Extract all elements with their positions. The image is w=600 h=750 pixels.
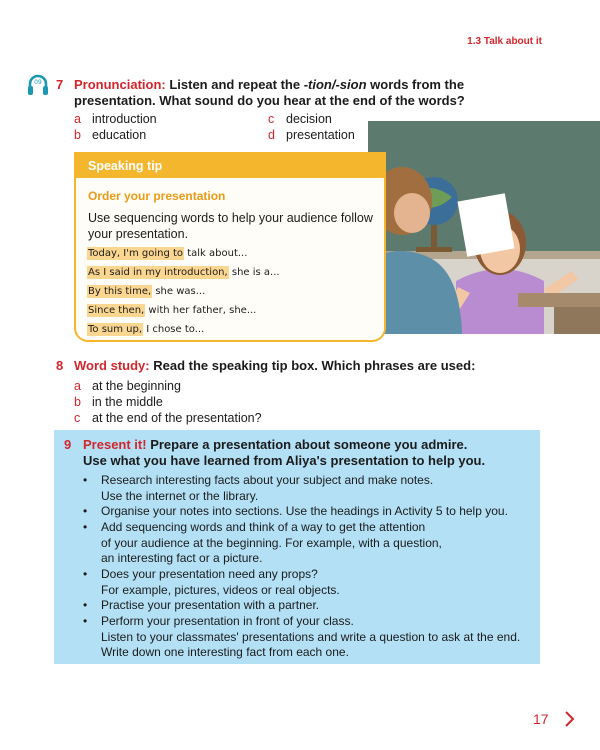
q9-number: 9 [64, 437, 72, 452]
q7-text-part2: words from the [366, 77, 465, 92]
bullet-dot: • [83, 598, 88, 612]
speaking-tip-title: Speaking tip [76, 154, 384, 178]
page-number: 17 [533, 711, 549, 727]
q7-option-a: a introduction [74, 112, 157, 126]
q7-text [74, 77, 514, 109]
bullet-item: Add sequencing words and think of a way to get the attention of your audience at the beginning. For example, with a question, an interesting fact or a picture. [101, 520, 442, 565]
bullet-item: Research interesting facts about your subject and make notes. Use the internet or the library. [101, 473, 434, 503]
q9-line1: Prepare a presentation about someone you admire. [150, 437, 468, 452]
q7-number: 7 [56, 77, 64, 92]
q8-text [74, 358, 514, 374]
tip-phrase: Since then, with her father, she... [88, 305, 257, 316]
bullet-dot: • [83, 520, 88, 534]
tip-phrase: By this time, she was... [88, 286, 206, 297]
headphones-icon [27, 73, 49, 97]
audio-track-button[interactable] [27, 73, 49, 97]
chevron-right-icon [564, 710, 576, 728]
q9-lead: Present it! [83, 437, 147, 452]
bullet-dot: • [83, 614, 88, 628]
speaking-tip-box [74, 152, 386, 342]
bullet-dot: • [83, 504, 88, 518]
q7-option-d: d presentation [268, 128, 355, 142]
q7-option-c: c decision [268, 112, 332, 126]
q8-instruction: Read the speaking tip box. Which phrases are used: [153, 358, 476, 373]
q8-option-a: a at the beginning [74, 379, 181, 393]
q8-option-b: b in the middle [74, 395, 163, 409]
speaking-tip-body: Use sequencing words to help your audience follow your presentation. [88, 211, 373, 241]
bullet-item: Organise your notes into sections. Use the headings in Activity 5 to help you. [101, 504, 508, 518]
q7-text-part1: Listen and repeat the [169, 77, 304, 92]
section-label: 1.3 Talk about it [467, 36, 542, 47]
q9-line2: Use what you have learned from Aliya's presentation to help you. [83, 453, 486, 468]
bullet-dot: • [83, 473, 88, 487]
bullet-dot: • [83, 567, 88, 581]
next-page-button[interactable] [564, 710, 576, 728]
q7-suffix: -tion/-sion [303, 77, 367, 92]
q7-line2: presentation. What sound do you hear at the end of the words? [74, 93, 465, 108]
q7-option-b: b education [74, 128, 147, 142]
speaking-tip-subtitle: Order your presentation [88, 189, 226, 203]
tip-phrase: To sum up, I chose to... [88, 324, 205, 335]
q9-text [83, 437, 533, 469]
bullet-item: Does your presentation need any props? For example, pictures, videos or real objects. [101, 567, 340, 597]
tip-phrase: As I said in my introduction, she is a... [88, 267, 280, 278]
q8-lead: Word study: [74, 358, 150, 373]
tip-phrase: Today, I'm going to talk about... [88, 248, 248, 259]
q8-number: 8 [56, 358, 64, 373]
bullet-item: Perform your presentation in front of your class. Listen to your classmates' presentations and write a question to ask at the end. Write down one interesting fact from each one. [101, 614, 521, 659]
q8-option-c: c at the end of the presentation? [74, 411, 262, 425]
bullet-item: Practise your presentation with a partner. [101, 598, 320, 612]
audio-track-number: 09 [34, 79, 42, 86]
q7-lead: Pronunciation: [74, 77, 166, 92]
classroom-photo [368, 121, 600, 334]
